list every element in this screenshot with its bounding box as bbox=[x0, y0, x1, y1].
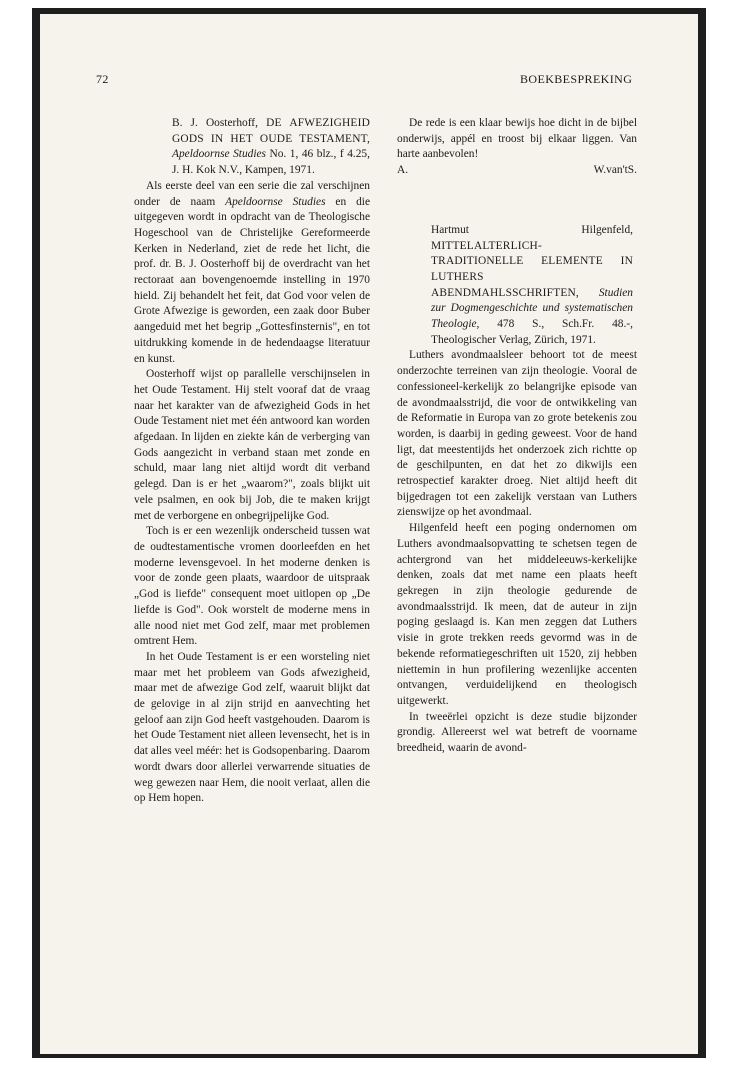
review2-details: 478 S., Sch.Fr. 48.-, Theologischer Verlag, Zürich, 1971. bbox=[431, 318, 633, 346]
review2-title: MITTELALTERLICH-TRADITIONELLE ELEMENTE IN LUTHERS ABENDMAHLSSCHRIFTEN, bbox=[431, 239, 633, 299]
review2-series: Studien zur Dogmengeschichte und systematischen Theologie, bbox=[431, 286, 633, 331]
signature-initial: A. bbox=[397, 164, 409, 177]
running-head: BOEKBESPREKING bbox=[520, 72, 633, 86]
review1-title: DE AFWEZIGHEID GODS IN HET OUDE TESTAMENT, bbox=[172, 117, 370, 145]
signature-reviewer: W.van'tS. bbox=[593, 164, 637, 177]
review1-citation bbox=[172, 116, 370, 179]
page-number: 72 bbox=[96, 72, 109, 86]
review1-paragraph: In het Oude Testament is er een worsteling niet maar met het probleem van Gods afwezigheid, maar met de afwezige God zelf, waaruit blijkt dat de gelovige in al zijn strijd en aanvechting het geloof aan zijn God heeft vastgehouden. Daarom is het Oude Testament niet alleen levensecht, het is in dat alles veel méér: het is Godsopenbaring. Daarom wordt dwars door allerlei verwarrende situaties de weg gewezen naar Hem, die nooit verlaat, allen die op Hem hopen. bbox=[134, 650, 370, 805]
column-left bbox=[134, 116, 370, 807]
review2-paragraph: Hilgenfeld heeft een poging ondernomen om Luthers avondmaalsopvatting te schetsen tegen de achtergrond van het middeleeuws-kerkelijke denken, zoals dat met name een plaats heeft gekregen in zijn theologie gedurende de avondmaalsstrijd. Ik meen, dat de auteur in zijn poging geslaagd is. Kan men zeggen dat Luthers visie in grote trekken reeds gevormd was in de bekende reformatiegeschriften uit 1520, zij hebben niettemin in hun profilering wezenlijke accenten ontvangen, verduidelijkend en theologisch uitgewerkt. bbox=[397, 522, 637, 707]
review1-p1-text: Als eerste deel van een serie die zal verschijnen onder de naam bbox=[134, 179, 370, 208]
review2-paragraph: Luthers avondmaalsleer behoort tot de meest onderzochte terreinen van zijn theologie. Vooral de confessioneel-kerkelijk zo belangrijke episode van de avondmaalsstrijd, die voor de ontwikkeling van de Reformatie in Europa van zo grote betekenis zou worden, is daarbij in geding geweest. Voor de hand ligt, dat meestentijds het onderzoek zich richtte op de geschilpunten, en dat het zo dikwijls een retrospectief karakter droeg. Niet altijd heeft dit bijgedragen tot een zakelijk verstaan van Luthers zienswijze op het avondmaal. bbox=[397, 349, 637, 519]
review1-paragraph bbox=[134, 179, 370, 367]
review1-paragraph: De rede is een klaar bewijs hoe dicht in de bijbel onderwijs, appél en troost bij elkaar liggen. Van harte aanbevolen! bbox=[397, 117, 637, 161]
review1-p1-series: Apeldoornse Studies bbox=[225, 195, 326, 208]
review2-author: Hartmut Hilgenfeld, bbox=[431, 223, 633, 236]
review1-p1-text-cont: en die uitgegeven wordt in opdracht van de Theologische Hogeschool van de Christelijke Gereformeerde Kerken in Nederland, ziet de rede het licht, die prof. dr. B. J. Oosterhoff bij de overdracht van het rectoraat aan bovengenoemde instelling in 1970 hield. Zij behandelt het feit, dat God voor velen de Grote Afwezige is geworden, een zaak door Buber aangeduid met het begrip „Gottesfinsternis", en tot uitdrukking komende in de hedendaagse literatuur en kunst. bbox=[134, 195, 370, 365]
review1-paragraph: Oosterhoff wijst op parallelle verschijnselen in het Oude Testament. Hij stelt vooraf dat de vraag naar het karakter van de afwezigheid Gods in het Oude Testament niet met één antwoord kan worden afgedaan. In lijden en ziekte kán de verberging van Gods aangezicht in verband staan met zonde en schuld, maar lang niet altijd wordt dit verband gelegd. Dan is er het „waarom?", zoals blijkt uit vele psalmen, en ook bij Job, die te maken krijgt met de verborgene en onbegrijpelijke God. bbox=[134, 368, 370, 522]
review2-citation bbox=[431, 223, 633, 349]
review1-author: B. J. Oosterhoff, bbox=[172, 117, 258, 129]
review1-details: No. 1, 46 blz., f 4.25, J. H. Kok N.V., Kampen, 1971. bbox=[172, 148, 370, 177]
review1-series: Apeldoornse Studies bbox=[172, 148, 266, 161]
review2-paragraph: In tweeërlei opzicht is deze studie bijzonder grondig. Allereerst wel wat betreft de voorname breedheid, waarin de avond- bbox=[397, 710, 637, 755]
review1-paragraph: Toch is er een wezenlijk onderscheid tussen wat de oudtestamentische vromen doorleefden en het moderne levensgevoel. In het moderne denken is voor de zonde geen plaats, waardoor de uitspraak „God is liefde" consequent moet uitlopen op „De liefde is God". Ook worstelt de moderne mens in alle nood niet met God zelf, maar met problemen omtrent Hem. bbox=[134, 525, 370, 648]
column-right bbox=[397, 116, 637, 757]
review1-signature bbox=[397, 163, 637, 179]
